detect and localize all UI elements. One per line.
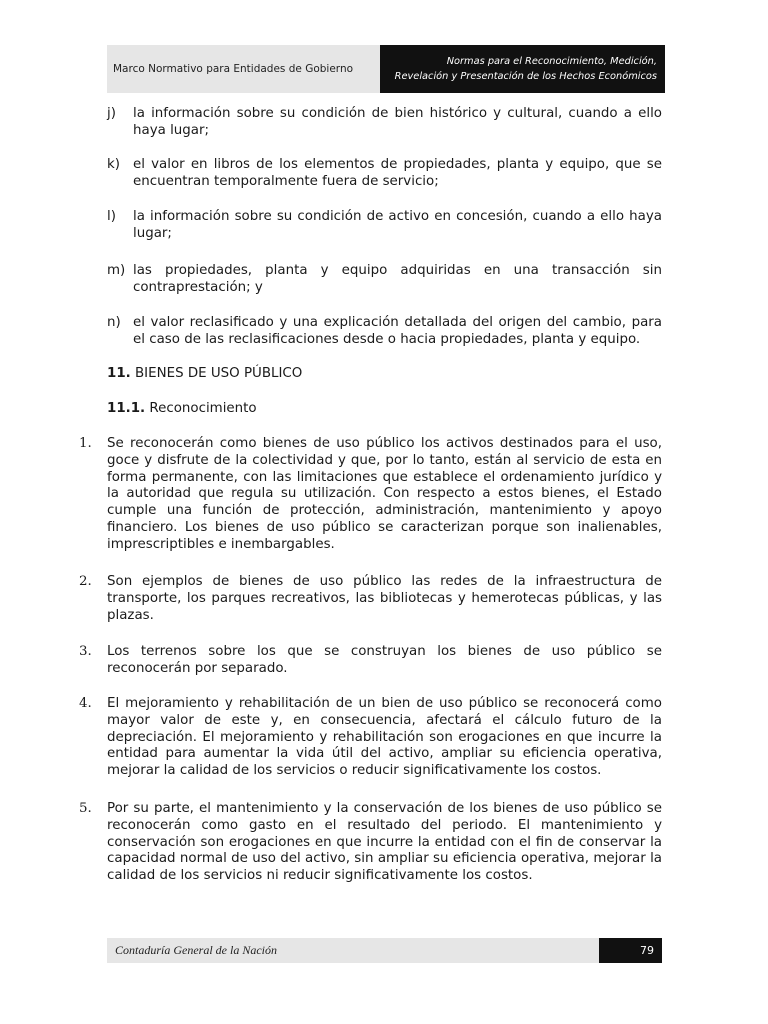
list-item-marker: n) [107, 315, 121, 330]
footer-publisher [107, 938, 599, 963]
section-heading [107, 366, 662, 383]
list-item [107, 157, 662, 191]
page-number-text: 79 [640, 944, 654, 957]
paragraph-text: El mejoramiento y rehabilitación de un bien de uso público se reconocerá como mayor valor de este y, en consecuencia, afectará el cálculo futuro de la depreciación. El mejoramiento y rehabilitación son erogaciones en que incurre la entidad para aumentar la vida útil del activo, ampliar su eficiencia operativa, mejorar la calidad de los servicios o reducir significativamente los costos. [107, 696, 662, 779]
page-number [599, 938, 662, 963]
paragraph-text: Se reconocerán como bienes de uso público los activos destinados para el uso, goce y disfrute de la colectividad y que, por lo tanto, están al servicio de esta en forma permanente, con las limitaciones que establece el ordenamiento jurídico y la autoridad que regula su utilización. Con respecto a estos bienes, el Estado cumple una función de protección, administración, mantenimiento y apoyo financiero. Los bienes de uso público se caracterizan porque son inalienables, imprescriptibles e inembargables. [107, 436, 662, 552]
paragraph-text: Por su parte, el mantenimiento y la conservación de los bienes de uso público se reconocerán como gasto en el resultado del periodo. El mantenimiento y conservación son erogaciones en que incurre la entidad con el fin de conservar la capacidad normal de uso del activo, sin ampliar su eficiencia operativa, mejorar la calidad de los servicios ni reducir significativamente los costos. [107, 801, 662, 884]
page-footer [107, 938, 662, 963]
paragraph-number: 5. [79, 801, 92, 816]
list-item [107, 315, 662, 349]
list-item-text: el valor en libros de los elementos de propiedades, planta y equipo, que se encuentran temporalmente fuera de servicio; [133, 157, 662, 189]
header-title [107, 45, 380, 93]
numbered-paragraph [79, 801, 662, 885]
list-item-marker: k) [107, 157, 120, 172]
paragraph-number: 4. [79, 696, 92, 711]
section-title: BIENES DE USO PÚBLICO [135, 366, 303, 381]
paragraph-number: 3. [79, 644, 92, 659]
list-item-marker: j) [107, 106, 116, 121]
footer-publisher-text: Contaduría General de la Nación [115, 943, 277, 957]
numbered-paragraph [79, 574, 662, 624]
list-item [107, 263, 662, 297]
header-right-line2: Revelación y Presentación de los Hechos Económicos [394, 71, 657, 82]
header-subtitle [380, 45, 665, 93]
numbered-paragraph [79, 644, 662, 678]
page-header [107, 45, 665, 93]
list-item [107, 106, 662, 140]
numbered-paragraph [79, 696, 662, 780]
header-left-text: Marco Normativo para Entidades de Gobierno [113, 63, 354, 75]
list-item-text: la información sobre su condición de activo en concesión, cuando a ello haya lugar; [133, 209, 662, 241]
list-item [107, 209, 662, 243]
paragraph-text: Los terrenos sobre los que se construyan los bienes de uso público se reconocerán por separado. [107, 644, 662, 676]
section-number: 11. [107, 366, 131, 381]
subsection-title: Reconocimiento [149, 401, 257, 416]
list-item-marker: m) [107, 263, 126, 278]
numbered-paragraph [79, 436, 662, 554]
paragraph-number: 1. [79, 436, 92, 451]
list-item-marker: l) [107, 209, 116, 224]
subsection-number: 11.1. [107, 401, 146, 416]
subsection-heading [107, 401, 662, 418]
header-right-line1: Normas para el Reconocimiento, Medición, [446, 56, 657, 67]
list-item-text: el valor reclasificado y una explicación detallada del origen del cambio, para el caso de las reclasificaciones desde o hacia propiedades, planta y equipo. [133, 315, 662, 347]
paragraph-number: 2. [79, 574, 92, 589]
paragraph-text: Son ejemplos de bienes de uso público las redes de la infraestructura de transporte, los parques recreativos, las bibliotecas y hemerotecas públicas, y las plazas. [107, 574, 662, 623]
list-item-text: las propiedades, planta y equipo adquiridas en una transacción sin contraprestación; y [133, 263, 662, 295]
list-item-text: la información sobre su condición de bien histórico y cultural, cuando a ello haya lugar; [133, 106, 662, 138]
